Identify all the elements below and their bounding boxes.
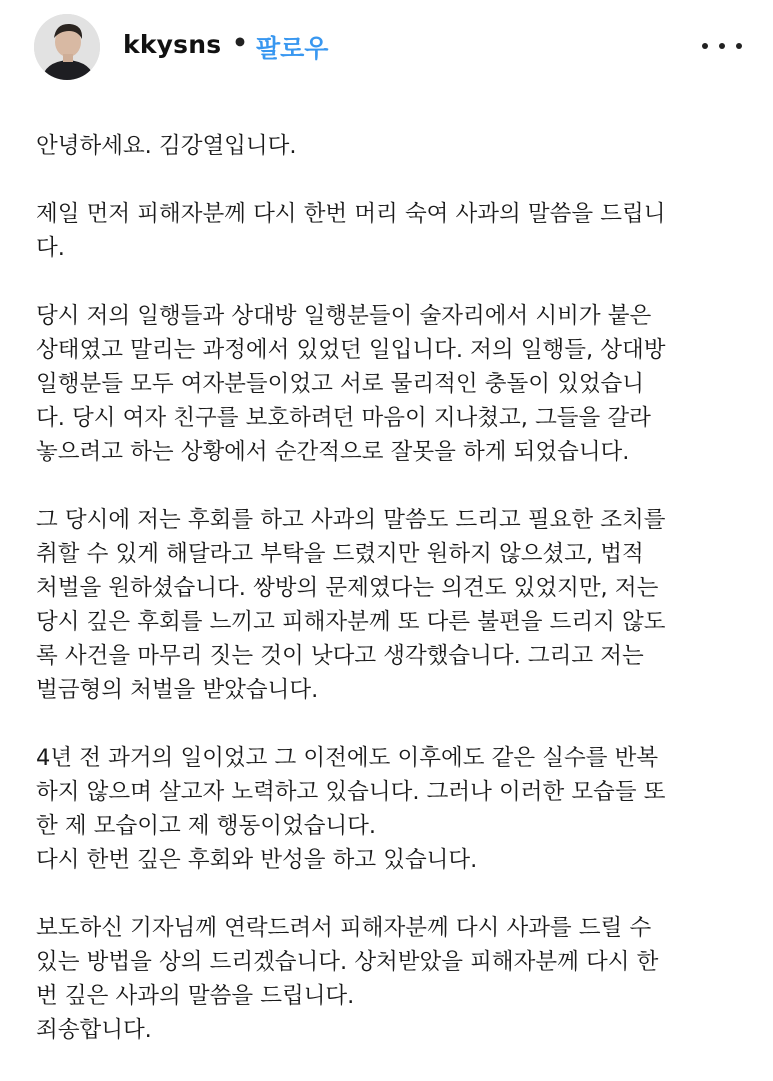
caption-line: 다.: [36, 235, 65, 261]
more-options-icon[interactable]: [702, 34, 742, 58]
caption-line: 죄송합니다.: [36, 1017, 152, 1043]
caption-paragraph: [36, 503, 748, 707]
more-dot: [702, 43, 708, 49]
caption-line: 번 깊은 사과의 말씀을 드립니다.: [36, 983, 355, 1009]
caption-line: 보도하신 기자님께 연락드려서 피해자분께 다시 사과를 드릴 수: [36, 915, 652, 941]
follow-button[interactable]: 팔로우: [256, 34, 329, 63]
caption-line: 있는 방법을 상의 드리겠습니다. 상처받았을 피해자분께 다시 한: [36, 949, 659, 975]
profile-photo-icon: [34, 14, 100, 80]
caption-line: 그 당시에 저는 후회를 하고 사과의 말씀도 드리고 필요한 조치를: [36, 507, 666, 533]
caption-line: 다시 한번 깊은 후회와 반성을 하고 있습니다.: [36, 847, 478, 873]
caption-line: 록 사건을 마무리 짓는 것이 낫다고 생각했습니다. 그리고 저는: [36, 643, 644, 669]
caption-paragraph: [36, 197, 748, 265]
caption-paragraph: [36, 129, 748, 163]
caption-line: 벌금형의 처벌을 받았습니다.: [36, 677, 319, 703]
caption-line: 안녕하세요. 김강열입니다.: [36, 133, 297, 159]
avatar[interactable]: [34, 14, 100, 80]
caption-paragraph: [36, 741, 748, 877]
caption-line: 상태였고 말리는 과정에서 있었던 일입니다. 저의 일행들, 상대방: [36, 337, 666, 363]
caption-line: 하지 않으며 살고자 노력하고 있습니다. 그러나 이러한 모습들 또: [36, 779, 666, 805]
more-dot: [719, 43, 725, 49]
caption-line: 일행분들 모두 여자분들이었고 서로 물리적인 충돌이 있었습니: [36, 371, 645, 397]
post-header: [0, 0, 773, 96]
caption-line: 당시 깊은 후회를 느끼고 피해자분께 또 다른 불편을 드리지 않도: [36, 609, 666, 635]
caption-line: 한 제 모습이고 제 행동이었습니다.: [36, 813, 377, 839]
caption-line: 4년 전 과거의 일이었고 그 이전에도 이후에도 같은 실수를 반복: [36, 745, 659, 771]
username-link[interactable]: kkysns: [123, 30, 222, 59]
more-dot: [736, 43, 742, 49]
separator-dot: •: [232, 28, 248, 57]
caption-line: 당시 저의 일행들과 상대방 일행분들이 술자리에서 시비가 붙은: [36, 303, 652, 329]
caption-line: 제일 먼저 피해자분께 다시 한번 머리 숙여 사과의 말씀을 드립니: [36, 201, 666, 227]
post-caption: [36, 129, 748, 1081]
caption-paragraph: [36, 299, 748, 469]
caption-line: 다. 당시 여자 친구를 보호하려던 마음이 지나쳤고, 그들을 갈라: [36, 405, 651, 431]
caption-line: 취할 수 있게 해달라고 부탁을 드렸지만 원하지 않으셨고, 법적: [36, 541, 644, 567]
caption-line: 처벌을 원하셨습니다. 쌍방의 문제였다는 의견도 있었지만, 저는: [36, 575, 659, 601]
caption-line: 놓으려고 하는 상황에서 순간적으로 잘못을 하게 되었습니다.: [36, 439, 630, 465]
caption-paragraph: [36, 911, 748, 1047]
